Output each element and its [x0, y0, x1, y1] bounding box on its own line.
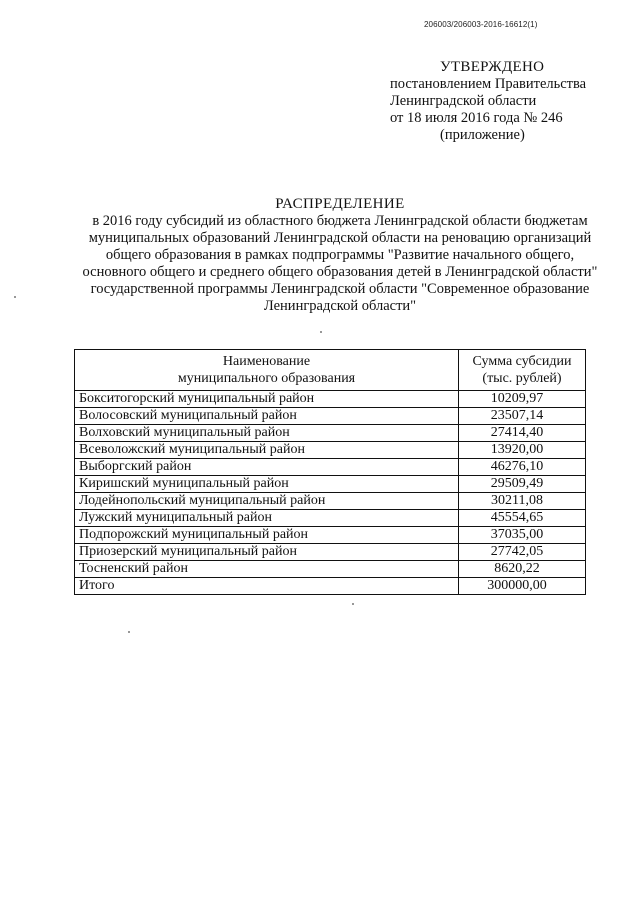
table-row	[75, 544, 586, 561]
subsidy-amount: 46276,10	[459, 459, 586, 476]
table-row	[75, 408, 586, 425]
scan-speck	[352, 603, 354, 605]
title-line: муниципальных образований Ленинградской области на реновацию организаций	[88, 230, 592, 246]
header-municipality-line: Наименование	[222, 354, 311, 369]
header-amount-line: (тыс. рублей)	[482, 371, 562, 386]
municipality-name: Приозерский муниципальный район	[75, 544, 459, 561]
subsidy-amount: 23507,14	[459, 408, 586, 425]
municipality-name: Волховский муниципальный район	[75, 425, 459, 442]
municipality-name: Подпорожский муниципальный район	[75, 527, 459, 544]
municipality-name: Бокситогорский муниципальный район	[75, 391, 459, 408]
subsidy-amount: 45554,65	[459, 510, 586, 527]
approval-line-2: Ленинградской области	[390, 93, 537, 109]
subsidy-amount: 29509,49	[459, 476, 586, 493]
document-id: 206003/206003-2016-16612(1)	[424, 20, 538, 29]
municipality-name: Волосовский муниципальный район	[75, 408, 459, 425]
subsidy-amount: 27414,40	[459, 425, 586, 442]
municipality-name: Лужский муниципальный район	[75, 510, 459, 527]
table-row	[75, 510, 586, 527]
table-row	[75, 459, 586, 476]
municipality-name: Выборгский район	[75, 459, 459, 476]
table-row	[75, 561, 586, 578]
subsidy-amount: 13920,00	[459, 442, 586, 459]
total-amount: 300000,00	[459, 578, 586, 595]
approval-stamp	[390, 59, 630, 144]
subsidy-amount: 10209,97	[459, 391, 586, 408]
table-row	[75, 493, 586, 510]
municipality-name: Всеволожский муниципальный район	[75, 442, 459, 459]
scan-speck	[14, 296, 16, 298]
document-title	[40, 196, 640, 315]
header-amount	[459, 350, 586, 391]
title-line: государственной программы Ленинградской области "Современное образование	[90, 281, 590, 297]
subsidy-amount: 27742,05	[459, 544, 586, 561]
scan-speck	[128, 631, 130, 633]
table-row	[75, 476, 586, 493]
header-municipality	[75, 350, 459, 391]
table-total-row	[75, 578, 586, 595]
table-row	[75, 527, 586, 544]
approval-line-3: от 18 июля 2016 года № 246	[390, 110, 563, 126]
table-row	[75, 425, 586, 442]
subsidy-amount: 30211,08	[459, 493, 586, 510]
title-line: общего образования в рамках подпрограммы "Развитие начального общего,	[105, 247, 575, 263]
annex-label: (приложение)	[440, 127, 525, 143]
title-line: в 2016 году субсидий из областного бюджета Ленинградской области бюджетам	[92, 213, 588, 229]
approval-line-1: постановлением Правительства	[390, 76, 587, 92]
municipality-name: Тосненский район	[75, 561, 459, 578]
header-amount-line: Сумма субсидии	[472, 354, 572, 369]
scan-speck	[320, 331, 322, 333]
title-line: основного общего и среднего общего образования детей в Ленинградской области"	[82, 264, 598, 280]
table-row	[75, 442, 586, 459]
title-line: Ленинградской области"	[263, 298, 417, 314]
municipality-name: Лодейнопольский муниципальный район	[75, 493, 459, 510]
header-municipality-line: муниципального образования	[177, 371, 356, 386]
approved-label: УТВЕРЖДЕНО	[440, 59, 545, 75]
total-label: Итого	[75, 578, 459, 595]
subsidy-amount: 37035,00	[459, 527, 586, 544]
table-header-row	[75, 350, 586, 391]
subsidy-table	[74, 349, 586, 595]
subsidy-amount: 8620,22	[459, 561, 586, 578]
municipality-name: Киришский муниципальный район	[75, 476, 459, 493]
table-row	[75, 391, 586, 408]
title-heading: РАСПРЕДЕЛЕНИЕ	[275, 196, 405, 212]
